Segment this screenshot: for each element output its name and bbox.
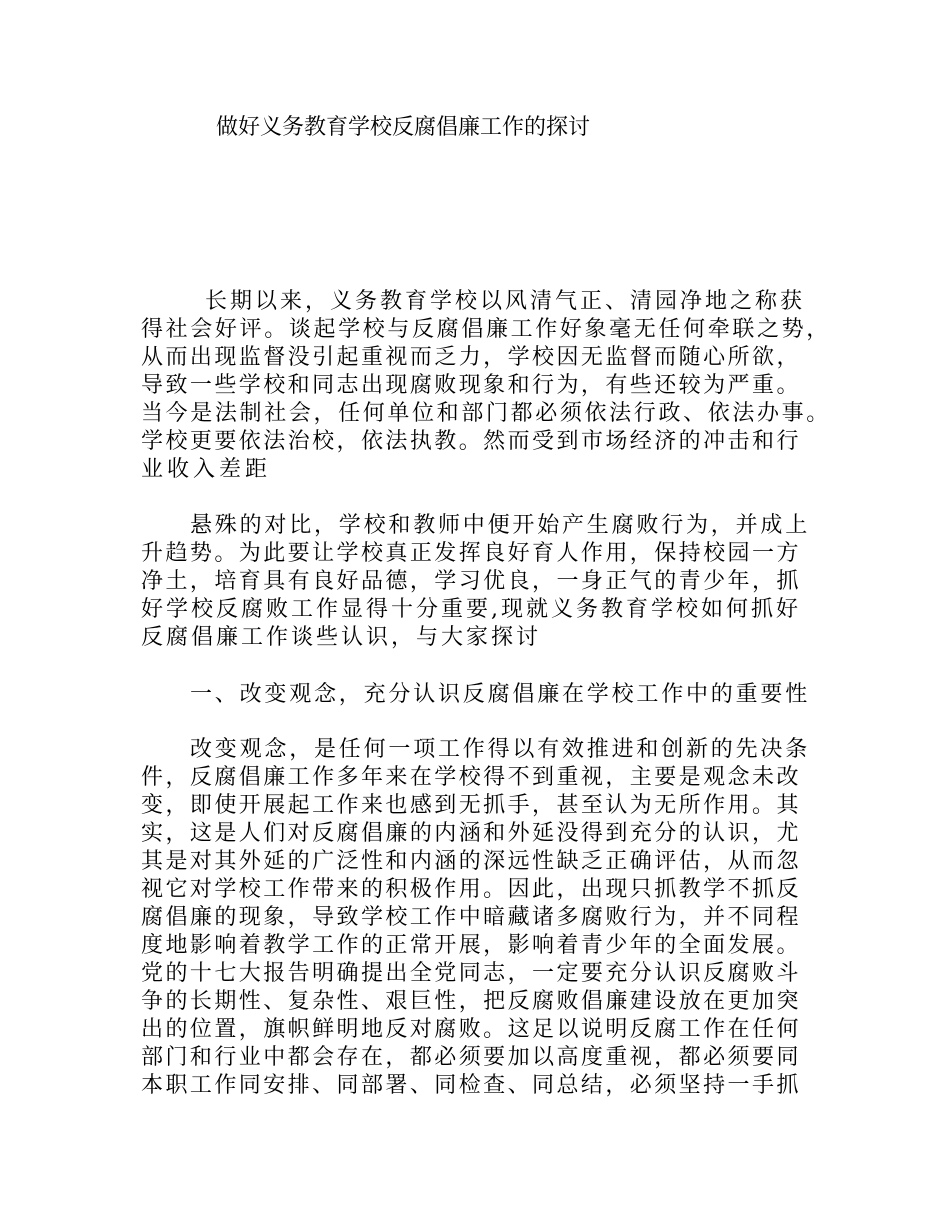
paragraph-1-line-6: 学校更要依法治校，依法执教。然而受到市场经济的冲击和行 xyxy=(141,429,801,454)
paragraph-1-line-5: 当今是法制社会，任何单位和部门都必须依法行政、依法办事。 xyxy=(141,401,831,426)
paragraph-4-line-2: 件，反腐倡廉工作多年来在学校得不到重视，主要是观念未改 xyxy=(141,765,801,790)
paragraph-2-line-4: 好学校反腐败工作显得十分重要,现就义务教育学校如何抓好 xyxy=(141,597,801,622)
paragraph-4-line-12: 部门和行业中都会存在，都必须要加以高度重视，都必须要同 xyxy=(141,1045,801,1070)
paragraph-4-line-8: 度地影响着教学工作的正常开展，影响着青少年的全面发展。 xyxy=(141,933,801,958)
paragraph-2-line-5: 反腐倡廉工作谈些认识，与大家探讨 xyxy=(141,625,542,650)
paragraph-1-line-3: 从而出现监督没引起重视而乏力，学校因无监督而随心所欲， xyxy=(141,345,801,370)
paragraph-4-line-1: 改变观念，是任何一项工作得以有效推进和创新的先决条 xyxy=(190,737,811,762)
paragraph-1-line-4: 导致一些学校和同志出现腐败现象和行为，有些还较为严重。 xyxy=(141,373,801,398)
document-title: 做好义务教育学校反腐倡廉工作的探讨 xyxy=(216,115,591,140)
paragraph-4-line-10: 争的长期性、复杂性、艰巨性，把反腐败倡廉建设放在更加突 xyxy=(141,989,801,1014)
paragraph-2-line-1: 悬殊的对比，学校和教师中便开始产生腐败行为，并成上 xyxy=(190,513,811,538)
paragraph-4-line-6: 视它对学校工作带来的积极作用。因此，出现只抓教学不抓反 xyxy=(141,877,801,902)
paragraph-4-line-9: 党的十七大报告明确提出全党同志，一定要充分认识反腐败斗 xyxy=(141,961,801,986)
paragraph-4-line-3: 变，即使开展起工作来也感到无抓手，甚至认为无所作用。其 xyxy=(141,793,801,818)
paragraph-1-line-7: 业收入差距 xyxy=(141,457,272,482)
paragraph-2-line-3: 净土，培育具有良好品德，学习优良，一身正气的青少年，抓 xyxy=(141,569,801,594)
paragraph-4-line-11: 出的位置，旗帜鲜明地反对腐败。这足以说明反腐工作在任何 xyxy=(141,1017,801,1042)
paragraph-2-line-2: 升趋势。为此要让学校真正发挥良好育人作用，保持校园一方 xyxy=(141,541,801,566)
paragraph-4-line-5: 其是对其外延的广泛性和内涵的深远性缺乏正确评估，从而忽 xyxy=(141,849,801,874)
paragraph-4-line-4: 实，这是人们对反腐倡廉的内涵和外延没得到充分的认识，尤 xyxy=(141,821,801,846)
paragraph-4-line-13: 本职工作同安排、同部署、同检查、同总结，必须坚持一手抓 xyxy=(141,1073,801,1098)
section-heading-1: 一、改变观念，充分认识反腐倡廉在学校工作中的重要性 xyxy=(190,682,811,707)
paragraph-1-line-2: 得社会好评。谈起学校与反腐倡廉工作好象毫无任何牵联之势， xyxy=(141,317,831,342)
paragraph-1-line-1: 长期以来，义务教育学校以风清气正、清园净地之称获 xyxy=(205,289,806,314)
paragraph-4-line-7: 腐倡廉的现象，导致学校工作中暗藏诸多腐败行为，并不同程 xyxy=(141,905,801,930)
